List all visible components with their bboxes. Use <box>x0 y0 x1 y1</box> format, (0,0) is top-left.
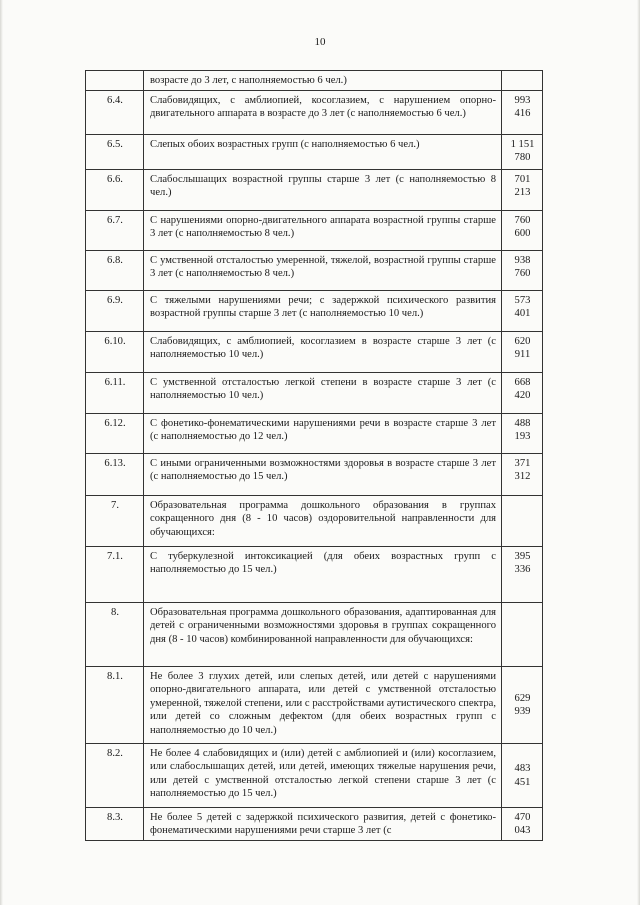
row-description: Слабовидящих, с амблиопией, косоглазием в возрасте старше 3 лет (с наполняемостью 10 чел.) <box>144 331 502 372</box>
row-description: Слабослышащих возрастной группы старше 3 лет (с наполняемостью 8 чел.) <box>144 169 502 210</box>
row-number: 6.10. <box>86 331 144 372</box>
row-value: 395 336 <box>502 546 543 602</box>
table-row <box>86 90 543 134</box>
row-description: С фонетико-фонематическими нарушениями речи в возрасте старше 3 лет (с наполняемостью до 12 чел.) <box>144 413 502 453</box>
row-number <box>86 71 144 91</box>
row-number: 6.6. <box>86 169 144 210</box>
row-number: 8.3. <box>86 807 144 840</box>
row-number: 6.7. <box>86 210 144 250</box>
row-number: 6.9. <box>86 290 144 331</box>
row-description: С туберкулезной интоксикацией (для обеих возрастных групп с наполняемостью до 15 чел.) <box>144 546 502 602</box>
row-value: 470 043 <box>502 807 543 840</box>
row-value: 629 939 <box>502 666 543 743</box>
row-description: С умственной отсталостью умеренной, тяжелой, возрастной группы старше 3 лет (с наполняемостью 8 чел.) <box>144 250 502 290</box>
row-number: 6.11. <box>86 372 144 413</box>
row-number: 8. <box>86 602 144 666</box>
table-row <box>86 250 543 290</box>
row-description: Слабовидящих, с амблиопией, косоглазием, с нарушением опорно-двигательного аппарата в возрасте до 3 лет (с наполняемостью 6 чел.) <box>144 90 502 134</box>
row-value: 371 312 <box>502 453 543 495</box>
row-value: 760 600 <box>502 210 543 250</box>
tariff-table <box>85 70 543 841</box>
table-row <box>86 666 543 743</box>
row-value <box>502 495 543 546</box>
row-description: С умственной отсталостью легкой степени в возрасте старше 3 лет (с наполняемостью 10 чел.) <box>144 372 502 413</box>
table-row <box>86 134 543 169</box>
table-row <box>86 290 543 331</box>
row-value: 993 416 <box>502 90 543 134</box>
row-number: 6.4. <box>86 90 144 134</box>
row-value: 573 401 <box>502 290 543 331</box>
table-row <box>86 71 543 91</box>
row-description: С тяжелыми нарушениями речи; с задержкой психического развития возрастной группы старше 3 лет (с наполняемостью 10 чел.) <box>144 290 502 331</box>
row-number: 6.13. <box>86 453 144 495</box>
table-row <box>86 413 543 453</box>
table-row <box>86 372 543 413</box>
row-value: 483 451 <box>502 743 543 807</box>
row-value: 488 193 <box>502 413 543 453</box>
table-row <box>86 210 543 250</box>
row-number: 6.8. <box>86 250 144 290</box>
table-row <box>86 807 543 840</box>
table-row <box>86 602 543 666</box>
table-row <box>86 169 543 210</box>
row-value: 938 760 <box>502 250 543 290</box>
row-value: 668 420 <box>502 372 543 413</box>
row-number: 6.12. <box>86 413 144 453</box>
row-description: возрасте до 3 лет, с наполняемостью 6 чел.) <box>144 71 502 91</box>
row-number: 8.2. <box>86 743 144 807</box>
row-description: Не более 5 детей с задержкой психического развития, детей с фонетико-фонематическими нарушениями речи старше 3 лет (с <box>144 807 502 840</box>
row-value: 701 213 <box>502 169 543 210</box>
row-description: Не более 4 слабовидящих и (или) детей с амблиопией и (или) косоглазием, или слабослышащих детей, или детей, имеющих тяжелые нарушения речи, или детей с умственной отсталостью легкой степени старше 3 лет (с наполняемостью до 15 чел.) <box>144 743 502 807</box>
table-row <box>86 495 543 546</box>
row-value <box>502 602 543 666</box>
row-number: 7. <box>86 495 144 546</box>
table-row <box>86 546 543 602</box>
scan-edge-left <box>0 0 3 905</box>
row-value <box>502 71 543 91</box>
table-row <box>86 453 543 495</box>
row-description: Слепых обоих возрастных групп (с наполняемостью 6 чел.) <box>144 134 502 169</box>
table-row <box>86 743 543 807</box>
row-description: Не более 3 глухих детей, или слепых детей, или детей с нарушениями опорно-двигательного аппарата, или детей с умственной отсталостью умеренной, тяжелой степени, или с расстройствами аутистического спектра, или детей со сложным дефектом (для обеих возрастных групп с наполняемостью до 10 чел.) <box>144 666 502 743</box>
row-description: С нарушениями опорно-двигательного аппарата возрастной группы старше 3 лет (с наполняемостью 8 чел.) <box>144 210 502 250</box>
page-number: 10 <box>314 36 326 48</box>
row-number: 8.1. <box>86 666 144 743</box>
row-description: С иными ограниченными возможностями здоровья в возрасте старше 3 лет (с наполняемостью до 15 чел.) <box>144 453 502 495</box>
row-number: 6.5. <box>86 134 144 169</box>
row-value: 1 151 780 <box>502 134 543 169</box>
row-description: Образовательная программа дошкольного образования, адаптированная для детей с ограниченными возможностями здоровья в группах сокращенного дня (8 - 10 часов) комбинированной направленности для обучающихся: <box>144 602 502 666</box>
row-number: 7.1. <box>86 546 144 602</box>
row-value: 620 911 <box>502 331 543 372</box>
table-row <box>86 331 543 372</box>
row-description: Образовательная программа дошкольного образования в группах сокращенного дня (8 - 10 часов) оздоровительной направленности для обучающихся: <box>144 495 502 546</box>
